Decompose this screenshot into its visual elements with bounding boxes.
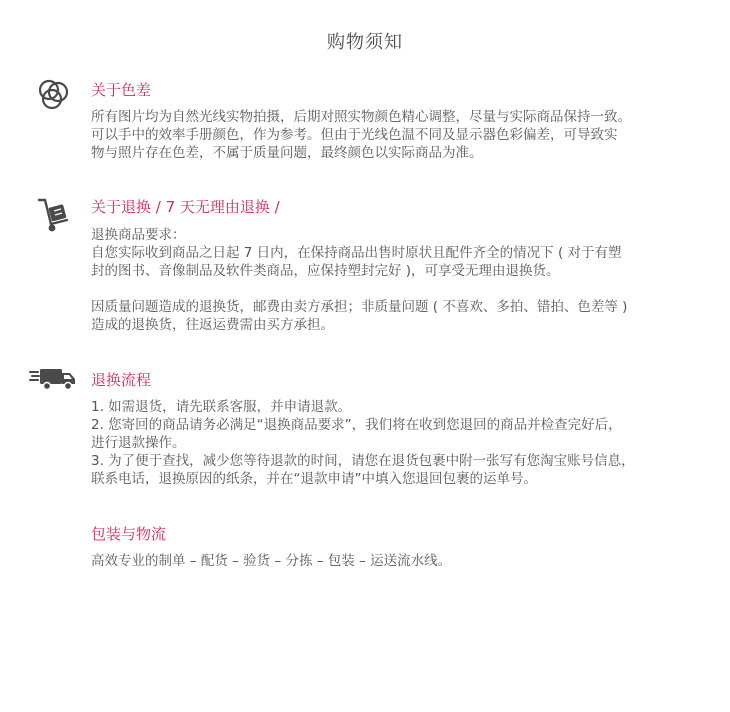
section-body: [91, 552, 709, 570]
text-line: 2. 您寄回的商品请务必满足“退换商品要求”，我们将在收到您退回的商品并检查完好后，: [91, 417, 622, 433]
section-heading: 关于色差: [91, 81, 152, 99]
paragraph-gap: [91, 280, 709, 298]
text-line: 进行退款操作。: [91, 435, 186, 451]
section-body: [91, 108, 709, 162]
text-line: 所有图片均为自然光线实物拍摄，后期对照实物颜色精心调整，尽量与实际商品保持一致。: [91, 109, 631, 125]
text-line: 造成的退换货，往返运费需由买方承担。: [91, 317, 334, 333]
text-line: 自您实际收到商品之日起 7 日内，在保持商品出售时原状且配件齐全的情况下 ( 对于有塑: [91, 245, 622, 261]
section-heading: 包装与物流: [91, 525, 167, 543]
text-line: 高效专业的制单 – 配货 – 验货 – 分拣 – 包装 – 运送流水线。: [91, 553, 452, 569]
text-line: 3. 为了便于查找，减少您等待退款的时间，请您在退货包裹中附一张写有您淘宝账号信息，: [91, 453, 635, 469]
text-line: 因质量问题造成的退换货，邮费由卖方承担；非质量问题 ( 不喜欢、多拍、错拍、色差等 ): [91, 299, 628, 315]
text-line: 物与照片存在色差，不属于质量问题，最终颜色以实际商品为准。: [91, 145, 483, 161]
text-line: 封的图书、音像制品及软件类商品，应保持塑封完好 )，可享受无理由退换货。: [91, 263, 560, 279]
page-title: 购物须知: [327, 32, 403, 53]
text-line: 1. 如需退货，请先联系客服，并申请退款。: [91, 399, 352, 415]
section-heading: 退换流程: [91, 371, 152, 389]
hand-truck-icon: [37, 196, 71, 234]
section-body: [91, 398, 709, 488]
text-line: 联系电话，退换原因的纸条，并在“退款申请”中填入您退回包裹的运单号。: [91, 471, 537, 487]
section-body: [91, 226, 709, 334]
section-heading: 关于退换 / 7 天无理由退换 /: [91, 198, 280, 216]
color-circles-icon: [36, 78, 70, 112]
text-line: 可以手中的效率手册颜色，作为参考。但由于光线色温不同及显示器色彩偏差，可导致实: [91, 127, 618, 143]
delivery-truck-icon: [29, 366, 77, 392]
text-line: 退换商品要求：: [91, 227, 186, 243]
